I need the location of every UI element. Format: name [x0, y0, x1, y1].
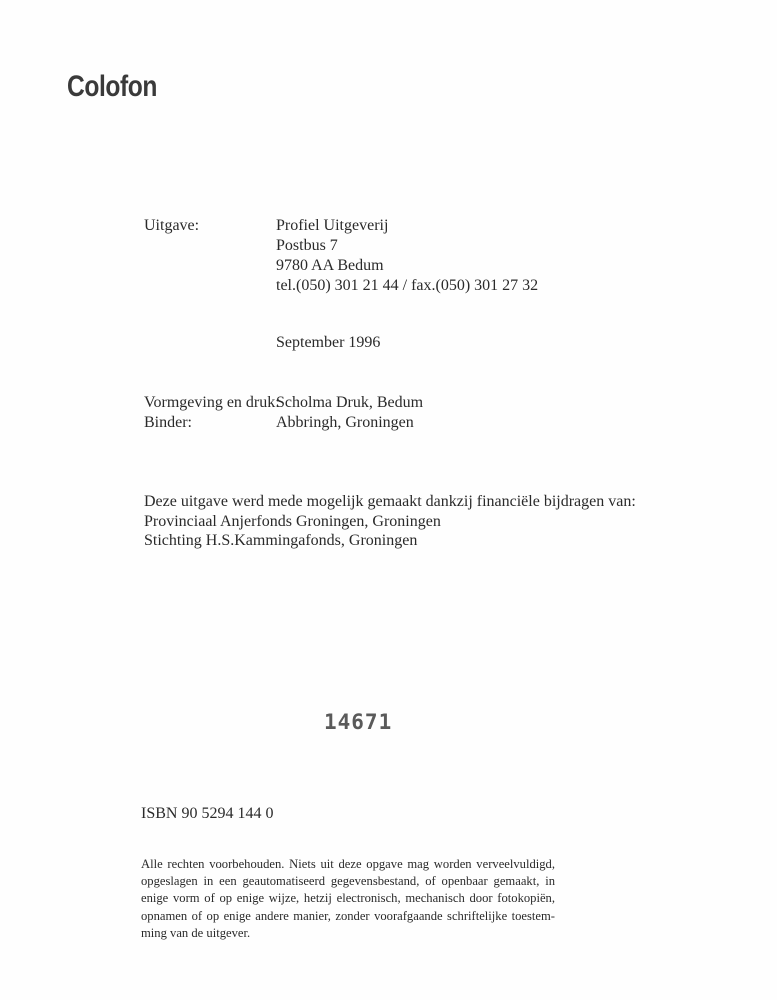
publisher-postcode: 9780 AA Bedum: [276, 257, 384, 274]
publisher-name: Profiel Uitgeverij: [276, 217, 389, 234]
rights-line: opnamen of op enige andere manier, zonder voorafgaande schriftelijke toestem-: [141, 908, 555, 923]
page-title: Colofon: [67, 70, 158, 103]
inventory-stamp-number: 14671: [324, 710, 393, 734]
binder-label: Binder:: [144, 414, 192, 431]
rights-line: opgeslagen in een geautomatiseerd gegevensbestand, of openbaar gemaakt, in: [141, 874, 555, 889]
rights-notice: [141, 856, 555, 942]
design-print-value: Scholma Druk, Bedum: [276, 394, 424, 411]
design-print-label: Vormgeving en druk:: [144, 394, 280, 411]
publisher-postbox: Postbus 7: [276, 237, 338, 254]
rights-line: ming van de uitgever.: [141, 925, 251, 940]
rights-line: Alle rechten voorbehouden. Niets uit deze opgave mag worden verveelvuldigd,: [141, 857, 555, 871]
rights-line: enige vorm of op enige wijze, hetzij electronisch, mechanisch door fotokopiën,: [141, 891, 555, 906]
sponsor-anjerfonds: Provinciaal Anjerfonds Groningen, Groningen: [144, 512, 441, 530]
publisher-phone-fax: tel.(050) 301 21 44 / fax.(050) 301 27 32: [276, 277, 539, 294]
uitgave-label: Uitgave:: [144, 217, 200, 234]
sponsors-intro: Deze uitgave werd mede mogelijk gemaakt dankzij financiële bijdragen van:: [144, 493, 636, 510]
isbn: ISBN 90 5294 144 0: [141, 805, 274, 822]
binder-value: Abbringh, Groningen: [276, 414, 414, 431]
sponsor-kammingafonds: Stichting H.S.Kammingafonds, Groningen: [144, 532, 418, 549]
publication-date: September 1996: [276, 334, 381, 351]
